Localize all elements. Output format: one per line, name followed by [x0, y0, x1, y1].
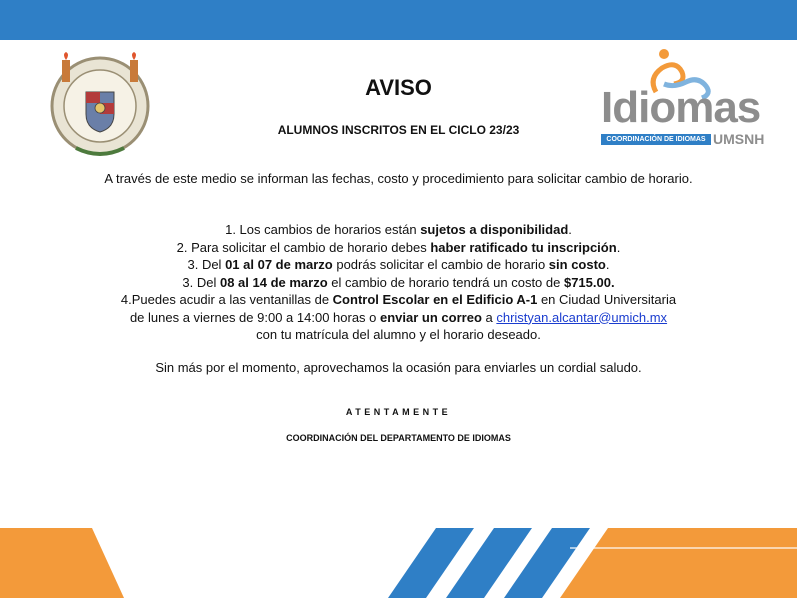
department-signature: COORDINACIÓN DEL DEPARTAMENTO DE IDIOMAS — [286, 433, 511, 443]
instructions-list — [0, 221, 797, 344]
instruction-item-5: 4.Puedes acudir a las ventanillas de Control Escolar en el Edificio A-1 en Ciudad Universitaria — [120, 292, 677, 307]
idiomas-wordmark: Idiomas — [601, 83, 761, 132]
instruction-item-3: 3. Del 01 al 07 de marzo podrás solicitar el cambio de horario sin costo. — [187, 257, 610, 272]
instruction-item-4: 3. Del 08 al 14 de marzo el cambio de horario tendrá un costo de $715.00. — [182, 274, 615, 290]
instruction-item-5-line-3: con tu matrícula del alumno y el horario deseado. — [256, 327, 541, 342]
intro-paragraph: A través de este medio se informan las fechas, costo y procedimiento para solicitar cambio de horario. — [104, 171, 693, 186]
email-link[interactable]: christyan.alcantar@umich.mx — [496, 309, 668, 325]
page-subtitle: ALUMNOS INSCRITOS EN EL CICLO 23/23 — [277, 123, 520, 137]
instruction-item-1: 1. Los cambios de horarios están sujetos a disponibilidad. — [225, 222, 572, 237]
atentamente-label: ATENTAMENTE — [345, 407, 452, 417]
instruction-item-2: 2. Para solicitar el cambio de horario debes haber ratificado tu inscripción. — [176, 239, 621, 255]
closing-paragraph: Sin más por el momento, aprovechamos la ocasión para enviarles un cordial saludo. — [155, 360, 642, 375]
idiomas-umsnh-text: UMSNH — [713, 131, 765, 147]
university-seal-logo — [46, 52, 154, 164]
top-blue-bar — [0, 0, 797, 40]
idiomas-coordination-bar: COORDINACIÓN DE IDIOMAS — [601, 134, 711, 145]
footer-decoration — [0, 520, 797, 598]
page-title: AVISO — [365, 75, 432, 100]
instruction-item-5-line-2: de lunes a viernes de 9:00 a 14:00 horas o enviar un correo a christyan.alcantar@umich.mx — [129, 309, 668, 325]
